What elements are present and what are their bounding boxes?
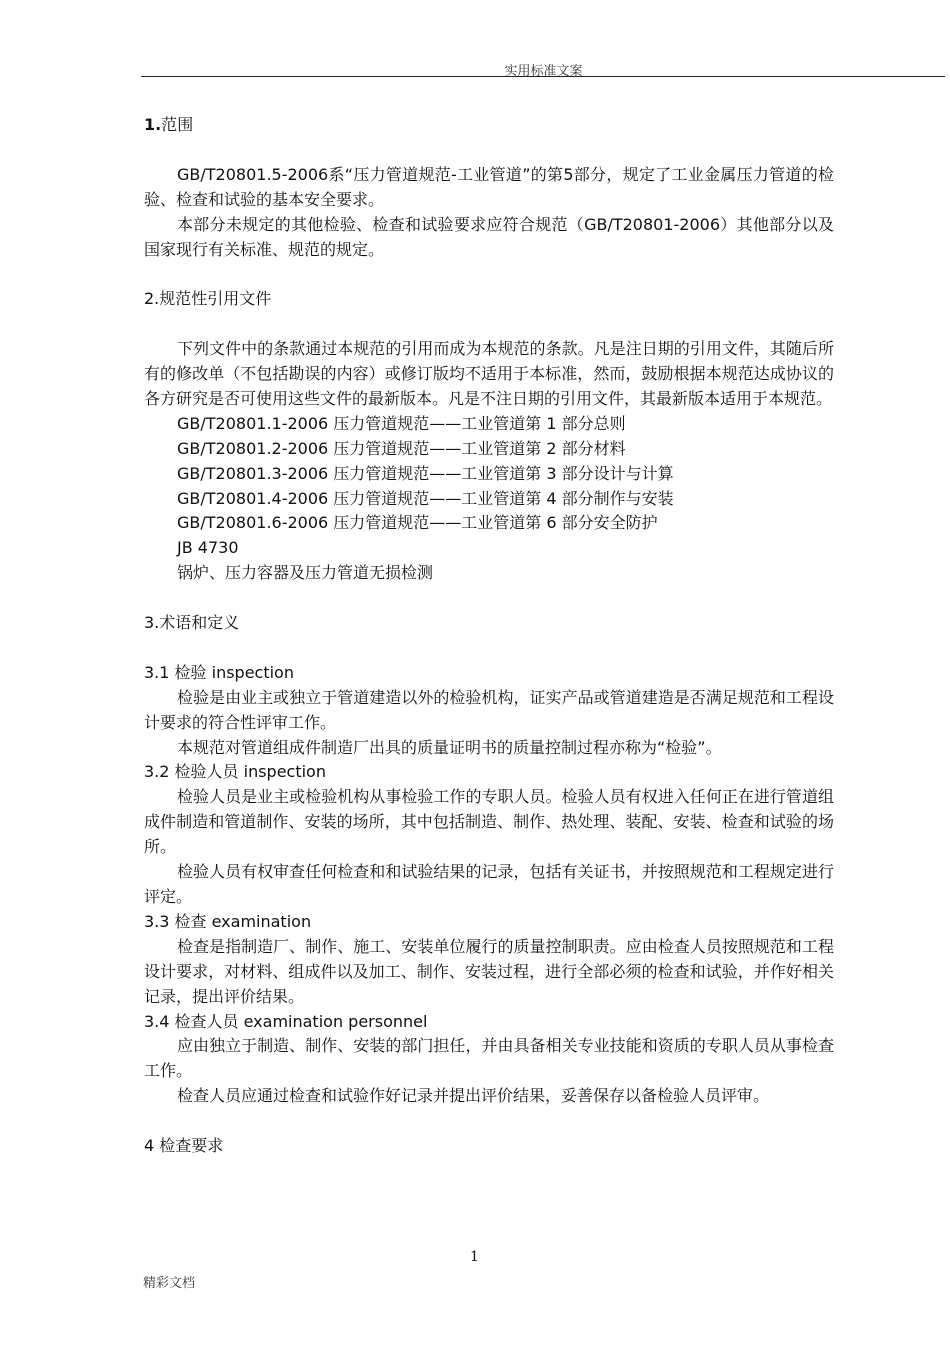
reference-item: GB/T20801.6-2006 压力管道规范——工业管道第 6 部分安全防护 (177, 513, 658, 533)
page-footer: 精彩文档 (143, 1276, 196, 1291)
page-header: 实用标准文案 (504, 64, 583, 79)
reference-item: 锅炉、压力容器及压力管道无损检测 (177, 563, 434, 583)
section-1-number: 1. (144, 115, 162, 134)
section-2-heading: 2.规范性引用文件 (144, 289, 272, 309)
reference-item: GB/T20801.1-2006 压力管道规范——工业管道第 1 部分总则 (177, 413, 626, 433)
term-3-4-paragraph-2: 检查人员应通过检查和试验作好记录并提出评价结果，妥善保存以备检验人员评审。 (177, 1086, 770, 1106)
term-3-1-paragraph-2: 本规范对管道组成件制造厂出具的质量证明书的质量控制过程亦称为“检验”。 (177, 737, 722, 757)
term-3-4-paragraph-1: 应由独立于制造、制作、安装的部门担任，并由具备相关专业技能和资质的专职人员从事检查工作。 (144, 1036, 834, 1081)
term-3-4-title: 3.4 检查人员 examination personnel (144, 1011, 428, 1031)
document-body (144, 113, 834, 1159)
term-3-1-paragraph-1: 检验是由业主或独立于管道建造以外的检验机构，证实产品或管道建造是否满足规范和工程设计要求的符合性评审工作。 (144, 687, 834, 732)
page-number: 1 (470, 1249, 479, 1265)
section-1-heading (144, 113, 834, 138)
section-3-heading: 3.术语和定义 (144, 613, 240, 633)
term-3-1-title: 3.1 检验 inspection (144, 662, 294, 682)
term-3-2-title: 3.2 检验人员 inspection (144, 762, 326, 782)
section-1-paragraph-1: GB/T20801.5-2006系“压力管道规范-工业管道”的第5部分，规定了工业金属压力管道的检验、检查和试验的基本安全要求。 (144, 164, 834, 209)
section-4-heading: 4 检查要求 (144, 1136, 224, 1156)
section-2-paragraph-1: 下列文件中的条款通过本规范的引用而成为本规范的条款。凡是注日期的引用文件，其随后所有的修改单（不包括勘误的内容）或修订版均不适用于本标准，然而，鼓励根据本规范达成协议的各方研究是否可使用这些文件的最新版本。凡是不注日期的引用文件，其最新版本适用于本规范。 (144, 339, 834, 408)
term-3-2-paragraph-1: 检验人员是业主或检验机构从事检验工作的专职人员。检验人员有权进入任何正在进行管道组成件制造和管道制作、安装的场所，其中包括制造、制作、热处理、装配、安装、检查和试验的场所。 (144, 787, 834, 857)
reference-item: GB/T20801.4-2006 压力管道规范——工业管道第 4 部分制作与安装 (177, 488, 674, 508)
section-1-title: 范围 (161, 115, 194, 134)
term-3-3-title: 3.3 检查 examination (144, 911, 312, 931)
reference-item: JB 4730 (177, 538, 239, 558)
term-3-2-paragraph-2: 检验人员有权审查任何检查和和试验结果的记录，包括有关证书，并按照规范和工程规定进行评定。 (144, 862, 834, 907)
section-1-paragraph-2: 本部分未规定的其他检验、检查和试验要求应符合规范（GB/T20801-2006）其他部分以及国家现行有关标准、规范的规定。 (144, 214, 834, 259)
reference-item: GB/T20801.2-2006 压力管道规范——工业管道第 2 部分材料 (177, 438, 626, 458)
term-3-3-paragraph-1: 检查是指制造厂、制作、施工、安装单位履行的质量控制职责。应由检查人员按照规范和工程设计要求，对材料、组成件以及加工、制作、安装过程，进行全部必须的检查和试验，并作好相关记录，提出评价结果。 (144, 936, 834, 1006)
header-divider (141, 76, 945, 77)
reference-item: GB/T20801.3-2006 压力管道规范——工业管道第 3 部分设计与计算 (177, 463, 674, 483)
